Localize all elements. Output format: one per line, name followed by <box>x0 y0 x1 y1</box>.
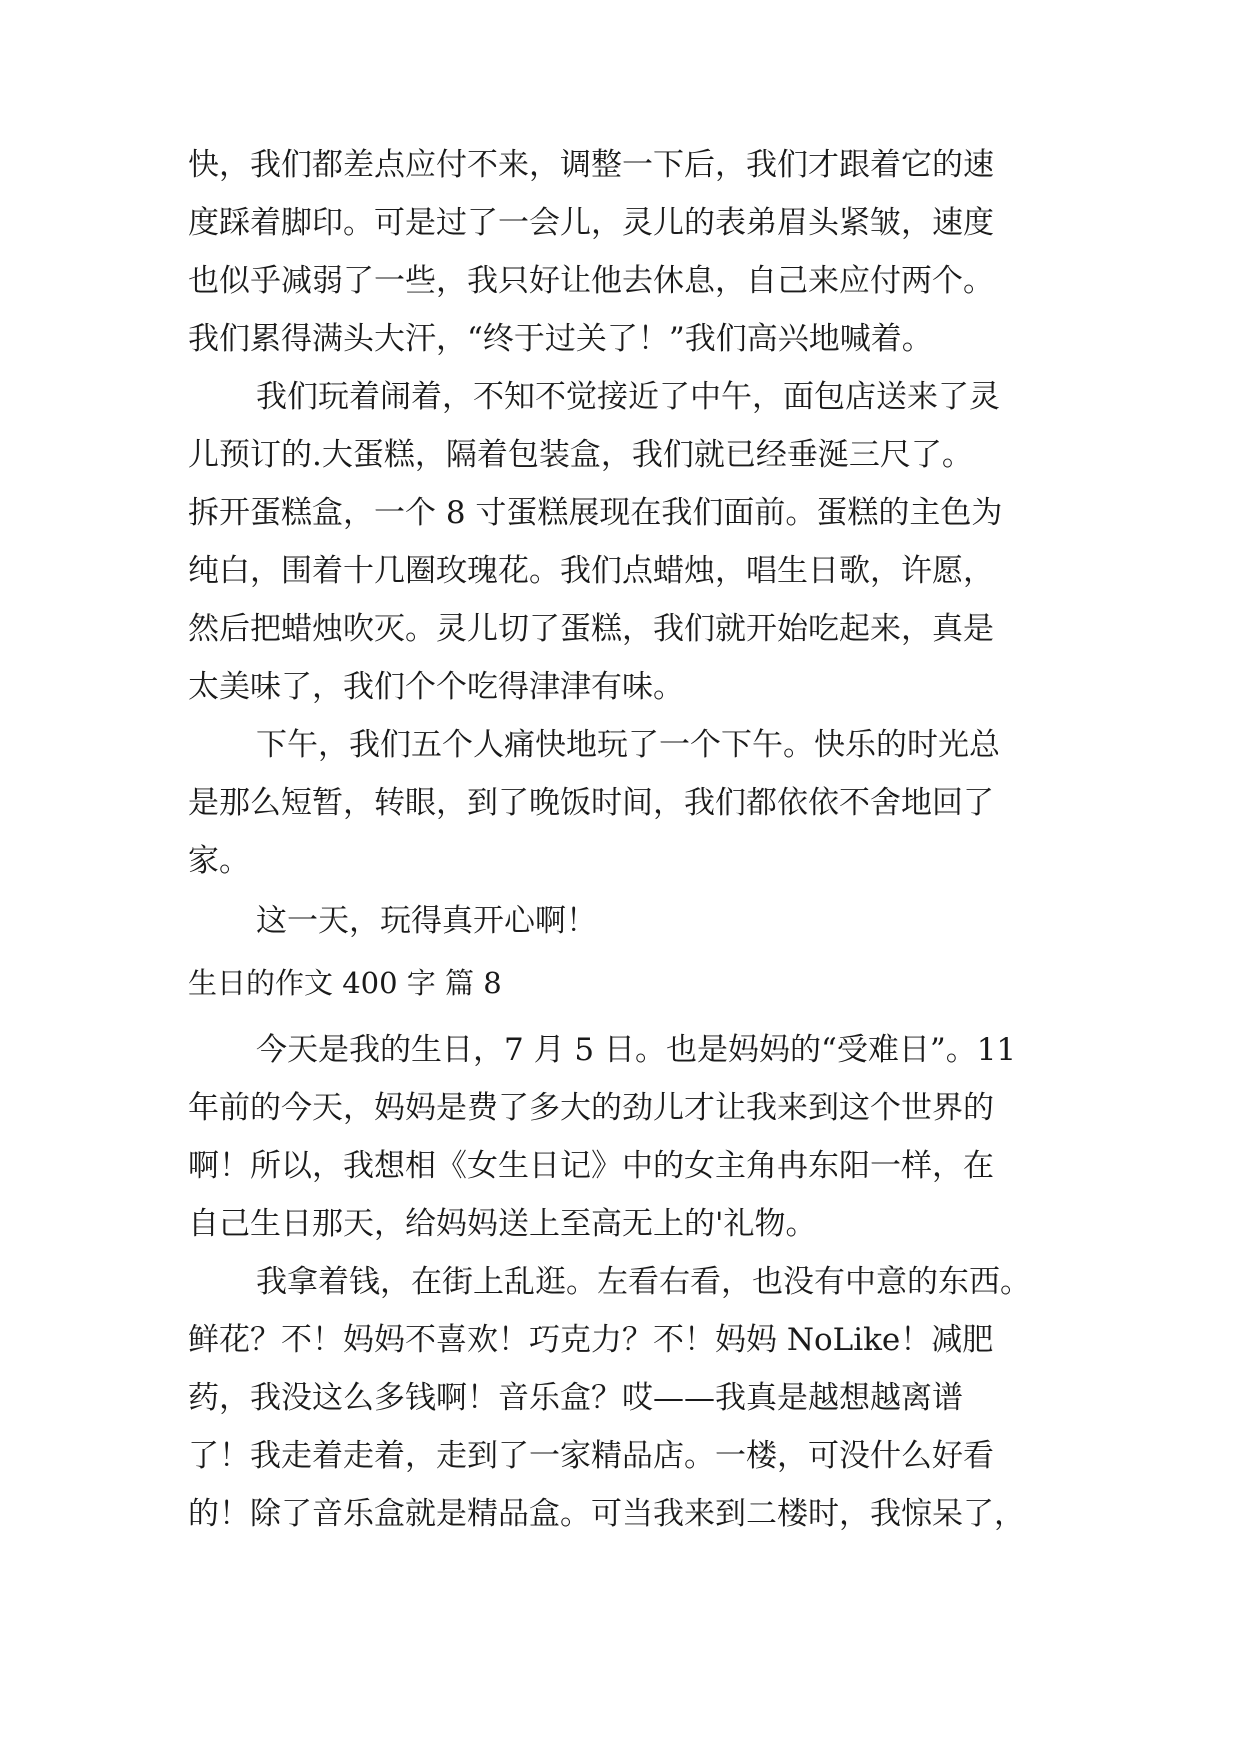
text-line: 是那么短暂，转眼，到了晚饭时间，我们都依依不舍地回了 <box>188 785 994 821</box>
section-heading: 生日的作文 400 字 篇 8 <box>188 966 502 1000</box>
paragraph-first-line: 我拿着钱，在街上乱逛。左看右看，也没有中意的东西。 <box>256 1264 1031 1300</box>
paragraph-first-line: 我们玩着闹着，不知不觉接近了中午，面包店送来了灵 <box>256 379 1000 415</box>
paragraph-first-line: 这一天，玩得真开心啊！ <box>256 903 597 939</box>
text-line: 拆开蛋糕盒，一个 8 寸蛋糕展现在我们面前。蛋糕的主色为 <box>188 495 1003 531</box>
paragraph-first-line: 下午，我们五个人痛快地玩了一个下午。快乐的时光总 <box>256 727 1000 763</box>
text-line: 啊！所以，我想相《女生日记》中的女主角冉东阳一样，在 <box>188 1148 994 1184</box>
text-line: 了！我走着走着，走到了一家精品店。一楼，可没什么好看 <box>188 1438 994 1474</box>
text-line: 度踩着脚印。可是过了一会儿，灵儿的表弟眉头紧皱，速度 <box>188 205 994 241</box>
text-line: 然后把蜡烛吹灭。灵儿切了蛋糕，我们就开始吃起来，真是 <box>188 611 994 647</box>
text-line: 我们累得满头大汗，“终于过关了！”我们高兴地喊着。 <box>188 321 933 357</box>
text-line: 年前的今天，妈妈是费了多大的劲儿才让我来到这个世界的 <box>188 1090 994 1126</box>
text-line: 鲜花？不！妈妈不喜欢！巧克力？不！妈妈 NoLike！减肥 <box>188 1322 994 1358</box>
text-line: 也似乎减弱了一些，我只好让他去休息，自己来应付两个。 <box>188 263 994 299</box>
text-line: 纯白，围着十几圈玫瑰花。我们点蜡烛，唱生日歌，许愿， <box>188 553 994 589</box>
text-line: 药，我没这么多钱啊！音乐盒？哎——我真是越想越离谱 <box>188 1380 963 1416</box>
text-line: 自己生日那天，给妈妈送上至高无上的'礼物。 <box>188 1206 817 1242</box>
text-line: 的！除了音乐盒就是精品盒。可当我来到二楼时，我惊呆了， <box>188 1496 1025 1532</box>
text-line: 家。 <box>188 843 250 879</box>
text-line: 快，我们都差点应付不来，调整一下后，我们才跟着它的速 <box>188 147 994 183</box>
paragraph-first-line: 今天是我的生日，7 月 5 日。也是妈妈的“受难日”。11 <box>256 1032 1017 1068</box>
text-line: 太美味了，我们个个吃得津津有味。 <box>188 669 684 705</box>
text-line: 儿预订的.大蛋糕，隔着包装盒，我们就已经垂涎三尺了。 <box>188 437 973 473</box>
